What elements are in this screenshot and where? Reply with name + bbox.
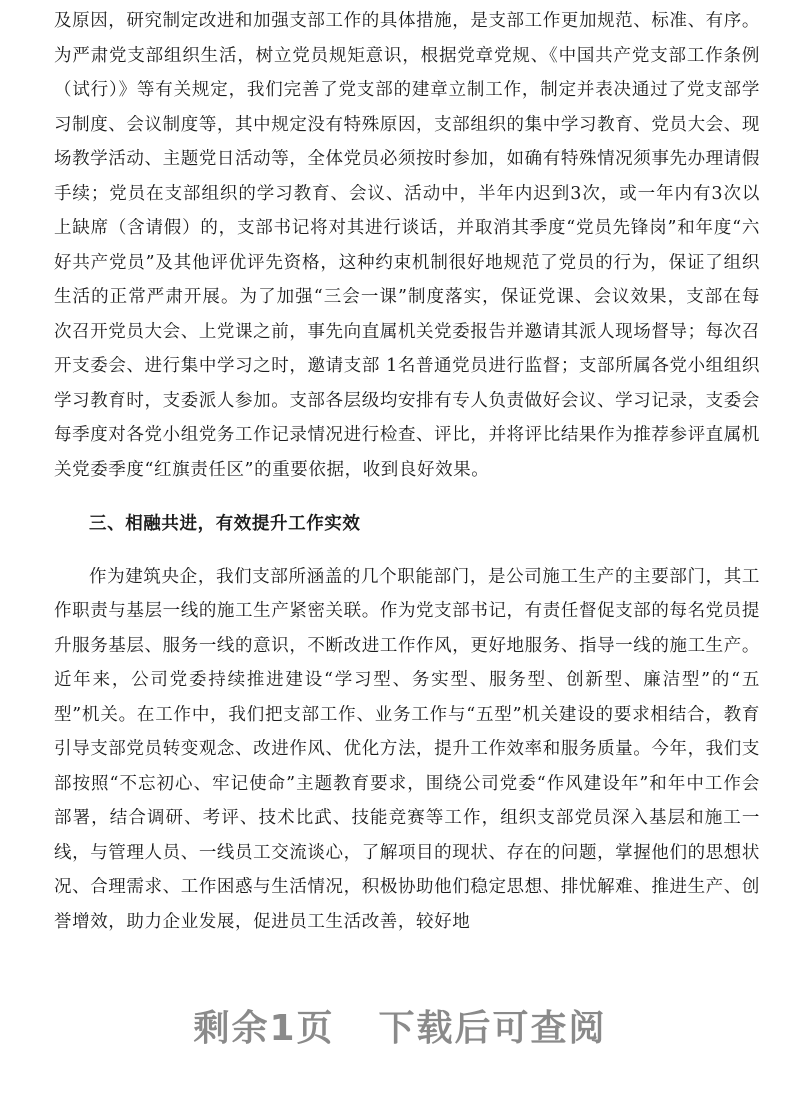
paragraph-continued: 及原因，研究制定改进和加强支部工作的具体措施，是支部工作更加规范、标准、有序。为严肃党支部组织生活，树立党员规矩意识，根据党章党规、《中国共产党支部工作条例（试行）》等有关规定，我们完善了党支部的建章立制工作，制定并表决通过了党支部学习制度、会议制度等，其中规定没有特殊原因，支部组织的集中学习教育、党员大会、现场教学活动、主题党日活动等，全体党员必须按时参加，如确有特殊情况须事先办理请假手续；党员在支部组织的学习教育、会议、活动中，半年内迟到3次，或一年内有3次以上缺席（含请假）的，支部书记将对其进行谈话，并取消其季度“党员先锋岗”和年度“六好共产党员”及其他评优评先资格，这种约束机制很好地规范了党员的行为，保证了组织生活的正常严肃开展。为了加强“三会一课”制度落实，保证党课、会议效果，支部在每次召开党员大会、上党课之前，事先向直属机关党委报告并邀请其派人现场督导；每次召开支委会、进行集中学习之时，邀请支部 1名普通党员进行监督；支部所属各党小组组织学习教育时，支委派人参加。支部各层级均安排有专人负责做好会议、学习记录，支委会每季度对各党小组党务工作记录情况进行检查、评比，并将评比结果作为推荐参评直属机关党委季度“红旗责任区”的重要依据，收到良好效果。 <box>54 11 760 480</box>
download-prompt-banner[interactable] <box>0 1000 800 1051</box>
paragraph-section-3: 作为建筑央企，我们支部所涵盖的几个职能部门，是公司施工生产的主要部门，其工作职责与基层一线的施工生产紧密关联。作为党支部书记，有责任督促支部的每名党员提升服务基层、服务一线的意识，不断改进工作作风，更好地服务、指导一线的施工生产。近年来，公司党委持续推进建设“学习型、务实型、服务型、创新型、廉洁型”的“五型”机关。在工作中，我们把支部工作、业务工作与“五型”机关建设的要求相结合，教育引导支部党员转变观念、改进作风、优化方法，提升工作效率和服务质量。今年，我们支部按照“不忘初心、牢记使命”主题教育要求，围绕公司党委“作风建设年”和年中工作会部署，结合调研、考评、技术比武、技能竞赛等工作，组织支部党员深入基层和施工一线，与管理人员、一线员工交流谈心，了解项目的现状、存在的问题，掌握他们的思想状况、合理需求、工作困惑与生活情况，积极协助他们稳定思想、排忧解难、推进生产、创誉增效，助力企业发展，促进员工生活改善，较好地 <box>54 566 760 932</box>
remaining-pages-label: 剩余1页 <box>193 1008 335 1049</box>
section-heading: 三、相融共进，有效提升工作实效 <box>89 514 361 534</box>
download-to-view-label: 下载后可查阅 <box>378 1008 607 1049</box>
document-page <box>54 0 760 939</box>
